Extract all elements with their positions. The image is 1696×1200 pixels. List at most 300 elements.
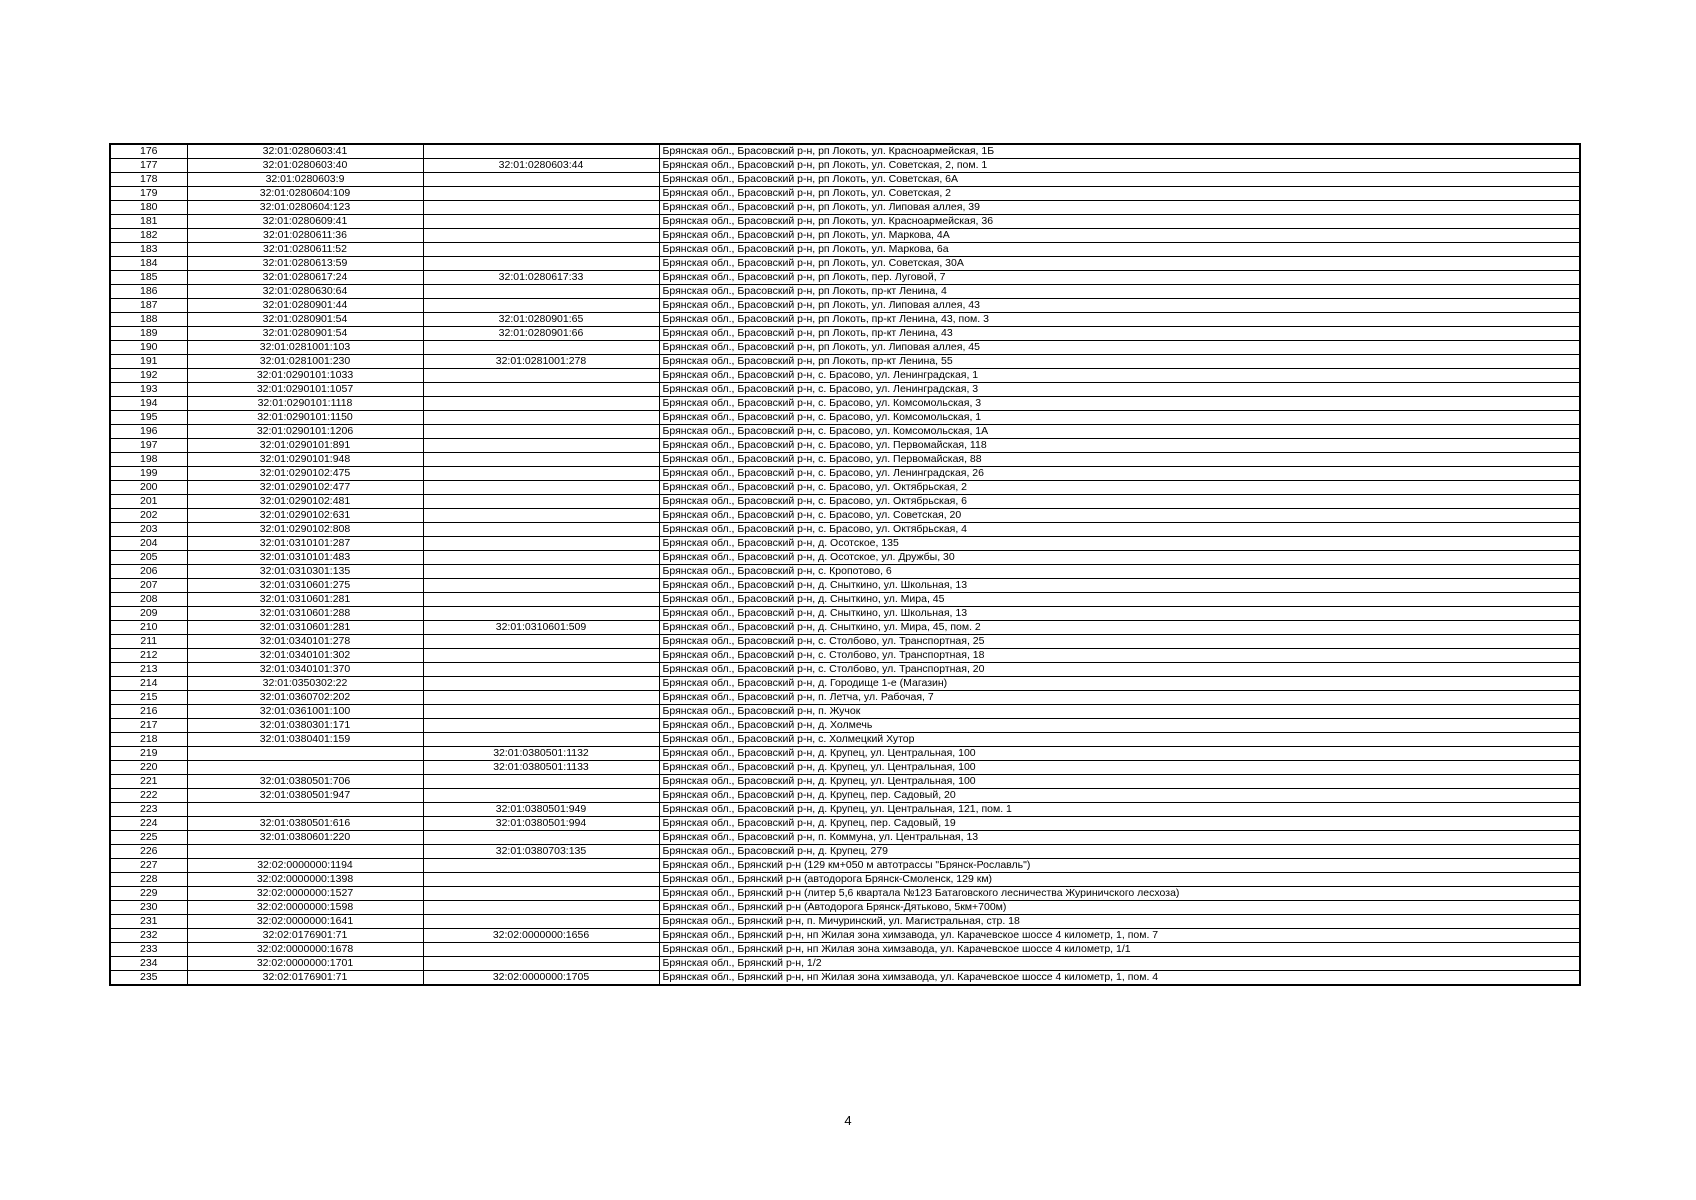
table-row [110,425,1580,439]
related-cadastral-number-cell [423,691,659,705]
related-cadastral-number-cell [423,943,659,957]
address-cell: Брянская обл., Брянский р-н, п. Мичуринский, ул. Магистральная, стр. 18 [659,915,1580,929]
table-row [110,257,1580,271]
cadastral-number-cell: 32:01:0310601:275 [187,579,423,593]
table-row [110,537,1580,551]
related-cadastral-number-cell [423,144,659,159]
row-number-cell: 208 [110,593,187,607]
table-row [110,971,1580,986]
related-cadastral-number-cell [423,439,659,453]
cadastral-number-cell [187,845,423,859]
table-row [110,915,1580,929]
cadastral-number-cell: 32:01:0290101:1150 [187,411,423,425]
related-cadastral-number-cell [423,453,659,467]
cadastral-number-cell: 32:01:0340101:278 [187,635,423,649]
related-cadastral-number-cell [423,495,659,509]
address-cell: Брянская обл., Брасовский р-н, с. Брасово, ул. Первомайская, 118 [659,439,1580,453]
related-cadastral-number-cell [423,789,659,803]
row-number-cell: 182 [110,229,187,243]
cadastral-number-cell: 32:01:0380501:616 [187,817,423,831]
row-number-cell: 217 [110,719,187,733]
related-cadastral-number-cell [423,649,659,663]
cadastral-number-cell: 32:01:0290101:1206 [187,425,423,439]
address-cell: Брянская обл., Брасовский р-н, д. Сныткино, ул. Школьная, 13 [659,579,1580,593]
address-cell: Брянская обл., Брянский р-н, нп Жилая зона химзавода, ул. Карачевское шоссе 4 километр, 1, пом. 4 [659,971,1580,986]
table-row [110,803,1580,817]
address-cell: Брянская обл., Брасовский р-н, рп Локоть, ул. Советская, 2, пом. 1 [659,159,1580,173]
related-cadastral-number-cell [423,635,659,649]
table-row [110,593,1580,607]
related-cadastral-number-cell: 32:01:0380501:949 [423,803,659,817]
related-cadastral-number-cell [423,733,659,747]
row-number-cell: 210 [110,621,187,635]
cadastral-number-cell: 32:01:0290101:1118 [187,397,423,411]
cadastral-number-cell: 32:01:0290101:1057 [187,383,423,397]
table-row [110,845,1580,859]
row-number-cell: 224 [110,817,187,831]
address-cell: Брянская обл., Брянский р-н, 1/2 [659,957,1580,971]
related-cadastral-number-cell [423,593,659,607]
related-cadastral-number-cell [423,957,659,971]
row-number-cell: 184 [110,257,187,271]
row-number-cell: 198 [110,453,187,467]
table-row [110,144,1580,159]
related-cadastral-number-cell [423,467,659,481]
address-cell: Брянская обл., Брасовский р-н, д. Крупец, ул. Центральная, 100 [659,747,1580,761]
cadastral-number-cell: 32:01:0310601:288 [187,607,423,621]
address-cell: Брянская обл., Брасовский р-н, с. Брасово, ул. Комсомольская, 3 [659,397,1580,411]
table-row [110,467,1580,481]
row-number-cell: 223 [110,803,187,817]
address-cell: Брянская обл., Брасовский р-н, рп Локоть, пр-кт Ленина, 43 [659,327,1580,341]
related-cadastral-number-cell [423,243,659,257]
cadastral-number-cell: 32:01:0281001:103 [187,341,423,355]
registry-table [109,143,1581,986]
related-cadastral-number-cell: 32:01:0281001:278 [423,355,659,369]
table-row [110,481,1580,495]
related-cadastral-number-cell [423,677,659,691]
table-row [110,327,1580,341]
address-cell: Брянская обл., Брасовский р-н, с. Брасово, ул. Комсомольская, 1 [659,411,1580,425]
related-cadastral-number-cell [423,887,659,901]
table-row [110,523,1580,537]
related-cadastral-number-cell: 32:02:0000000:1705 [423,971,659,986]
cadastral-number-cell: 32:01:0280609:41 [187,215,423,229]
related-cadastral-number-cell [423,523,659,537]
address-cell: Брянская обл., Брасовский р-н, д. Крупец, ул. Центральная, 121, пом. 1 [659,803,1580,817]
related-cadastral-number-cell [423,215,659,229]
related-cadastral-number-cell [423,257,659,271]
address-cell: Брянская обл., Брасовский р-н, рп Локоть, ул. Красноармейская, 36 [659,215,1580,229]
table-row [110,173,1580,187]
address-cell: Брянская обл., Брасовский р-н, рп Локоть, ул. Советская, 6А [659,173,1580,187]
row-number-cell: 211 [110,635,187,649]
cadastral-number-cell [187,747,423,761]
cadastral-number-cell: 32:01:0310301:135 [187,565,423,579]
row-number-cell: 187 [110,299,187,313]
table-row [110,677,1580,691]
table-row [110,355,1580,369]
row-number-cell: 232 [110,929,187,943]
table-row [110,733,1580,747]
table-row [110,817,1580,831]
address-cell: Брянская обл., Брасовский р-н, п. Летча, ул. Рабочая, 7 [659,691,1580,705]
related-cadastral-number-cell: 32:01:0280901:65 [423,313,659,327]
related-cadastral-number-cell [423,173,659,187]
table-row [110,761,1580,775]
related-cadastral-number-cell [423,873,659,887]
page-number: 4 [844,1113,852,1128]
cadastral-number-cell: 32:01:0280603:41 [187,144,423,159]
table-row [110,159,1580,173]
table-row [110,943,1580,957]
related-cadastral-number-cell [423,607,659,621]
address-cell: Брянская обл., Брасовский р-н, д. Крупец, ул. Центральная, 100 [659,761,1580,775]
row-number-cell: 205 [110,551,187,565]
address-cell: Брянская обл., Брасовский р-н, с. Брасово, ул. Ленинградская, 3 [659,383,1580,397]
cadastral-number-cell: 32:01:0290102:808 [187,523,423,537]
address-cell: Брянская обл., Брасовский р-н, рп Локоть, ул. Липовая аллея, 45 [659,341,1580,355]
row-number-cell: 192 [110,369,187,383]
cadastral-number-cell: 32:02:0000000:1678 [187,943,423,957]
address-cell: Брянская обл., Брасовский р-н, д. Осотское, 135 [659,537,1580,551]
row-number-cell: 200 [110,481,187,495]
address-cell: Брянская обл., Брасовский р-н, с. Столбово, ул. Транспортная, 20 [659,663,1580,677]
cadastral-number-cell: 32:01:0290101:948 [187,453,423,467]
cadastral-number-cell: 32:01:0380401:159 [187,733,423,747]
registry-body [110,144,1580,985]
related-cadastral-number-cell [423,383,659,397]
row-number-cell: 179 [110,187,187,201]
table-row [110,453,1580,467]
table-row [110,565,1580,579]
related-cadastral-number-cell: 32:02:0000000:1656 [423,929,659,943]
related-cadastral-number-cell [423,663,659,677]
cadastral-number-cell: 32:02:0000000:1701 [187,957,423,971]
related-cadastral-number-cell [423,425,659,439]
row-number-cell: 213 [110,663,187,677]
cadastral-number-cell: 32:01:0380501:706 [187,775,423,789]
table-row [110,411,1580,425]
table-row [110,383,1580,397]
address-cell: Брянская обл., Брасовский р-н, рп Локоть, пр-кт Ленина, 55 [659,355,1580,369]
address-cell: Брянская обл., Брасовский р-н, с. Холмецкий Хутор [659,733,1580,747]
row-number-cell: 222 [110,789,187,803]
address-cell: Брянская обл., Брасовский р-н, д. Крупец, пер. Садовый, 19 [659,817,1580,831]
related-cadastral-number-cell [423,229,659,243]
address-cell: Брянская обл., Брянский р-н, нп Жилая зона химзавода, ул. Карачевское шоссе 4 километр, 1, пом. 7 [659,929,1580,943]
cadastral-number-cell [187,761,423,775]
table-row [110,285,1580,299]
cadastral-number-cell: 32:01:0350302:22 [187,677,423,691]
address-cell: Брянская обл., Брасовский р-н, с. Брасово, ул. Октябрьская, 2 [659,481,1580,495]
address-cell: Брянская обл., Брасовский р-н, с. Брасово, ул. Ленинградская, 1 [659,369,1580,383]
row-number-cell: 214 [110,677,187,691]
address-cell: Брянская обл., Брасовский р-н, с. Столбово, ул. Транспортная, 25 [659,635,1580,649]
cadastral-number-cell [187,803,423,817]
cadastral-number-cell: 32:01:0310101:287 [187,537,423,551]
related-cadastral-number-cell: 32:01:0380501:1133 [423,761,659,775]
address-cell: Брянская обл., Брасовский р-н, с. Брасово, ул. Октябрьская, 4 [659,523,1580,537]
address-cell: Брянская обл., Брасовский р-н, с. Брасово, ул. Первомайская, 88 [659,453,1580,467]
address-cell: Брянская обл., Брасовский р-н, рп Локоть, ул. Советская, 30А [659,257,1580,271]
cadastral-number-cell: 32:01:0290101:1033 [187,369,423,383]
address-cell: Брянская обл., Брасовский р-н, д. Крупец, ул. Центральная, 100 [659,775,1580,789]
table-row [110,551,1580,565]
related-cadastral-number-cell [423,187,659,201]
table-row [110,187,1580,201]
row-number-cell: 209 [110,607,187,621]
row-number-cell: 216 [110,705,187,719]
address-cell: Брянская обл., Брасовский р-н, п. Жучок [659,705,1580,719]
cadastral-number-cell: 32:01:0280604:123 [187,201,423,215]
table-row [110,789,1580,803]
table-row [110,719,1580,733]
cadastral-number-cell: 32:01:0380301:171 [187,719,423,733]
row-number-cell: 230 [110,901,187,915]
row-number-cell: 190 [110,341,187,355]
related-cadastral-number-cell [423,537,659,551]
row-number-cell: 233 [110,943,187,957]
row-number-cell: 197 [110,439,187,453]
row-number-cell: 215 [110,691,187,705]
table-row [110,439,1580,453]
table-row [110,215,1580,229]
row-number-cell: 194 [110,397,187,411]
address-cell: Брянская обл., Брянский р-н, нп Жилая зона химзавода, ул. Карачевское шоссе 4 километр, 1/1 [659,943,1580,957]
address-cell: Брянская обл., Брасовский р-н, д. Сныткино, ул. Мира, 45 [659,593,1580,607]
row-number-cell: 180 [110,201,187,215]
cadastral-number-cell: 32:01:0280901:54 [187,327,423,341]
address-cell: Брянская обл., Брасовский р-н, п. Коммуна, ул. Центральная, 13 [659,831,1580,845]
row-number-cell: 181 [110,215,187,229]
cadastral-number-cell: 32:01:0290102:631 [187,509,423,523]
table-row [110,775,1580,789]
cadastral-number-cell: 32:02:0000000:1598 [187,901,423,915]
cadastral-number-cell: 32:01:0280901:54 [187,313,423,327]
cadastral-number-cell: 32:01:0280611:36 [187,229,423,243]
address-cell: Брянская обл., Брасовский р-н, д. Сныткино, ул. Мира, 45, пом. 2 [659,621,1580,635]
row-number-cell: 226 [110,845,187,859]
cadastral-number-cell: 32:01:0280901:44 [187,299,423,313]
row-number-cell: 219 [110,747,187,761]
related-cadastral-number-cell [423,201,659,215]
address-cell: Брянская обл., Брасовский р-н, рп Локоть, пер. Луговой, 7 [659,271,1580,285]
address-cell: Брянская обл., Брянский р-н (129 км+050 м автотрассы "Брянск-Рославль") [659,859,1580,873]
table-row [110,243,1580,257]
address-cell: Брянская обл., Брасовский р-н, д. Крупец, 279 [659,845,1580,859]
table-row [110,299,1580,313]
row-number-cell: 185 [110,271,187,285]
row-number-cell: 193 [110,383,187,397]
row-number-cell: 176 [110,144,187,159]
table-row [110,271,1580,285]
row-number-cell: 189 [110,327,187,341]
cadastral-number-cell: 32:01:0380501:947 [187,789,423,803]
related-cadastral-number-cell [423,565,659,579]
cadastral-number-cell: 32:02:0000000:1398 [187,873,423,887]
related-cadastral-number-cell [423,775,659,789]
row-number-cell: 186 [110,285,187,299]
row-number-cell: 207 [110,579,187,593]
table-row [110,635,1580,649]
cadastral-number-cell: 32:01:0280630:64 [187,285,423,299]
related-cadastral-number-cell [423,705,659,719]
address-cell: Брянская обл., Брасовский р-н, с. Брасово, ул. Комсомольская, 1А [659,425,1580,439]
related-cadastral-number-cell [423,859,659,873]
table-row [110,607,1580,621]
address-cell: Брянская обл., Брасовский р-н, рп Локоть, ул. Красноармейская, 1Б [659,144,1580,159]
related-cadastral-number-cell [423,481,659,495]
row-number-cell: 231 [110,915,187,929]
cadastral-number-cell: 32:01:0380601:220 [187,831,423,845]
address-cell: Брянская обл., Брасовский р-н, д. Холмечь [659,719,1580,733]
cadastral-number-cell: 32:01:0310601:281 [187,621,423,635]
related-cadastral-number-cell [423,397,659,411]
table-row [110,747,1580,761]
address-cell: Брянская обл., Брасовский р-н, д. Городище 1-е (Магазин) [659,677,1580,691]
table-row [110,873,1580,887]
address-cell: Брянская обл., Брасовский р-н, рп Локоть, ул. Советская, 2 [659,187,1580,201]
related-cadastral-number-cell [423,831,659,845]
table-row [110,313,1580,327]
row-number-cell: 178 [110,173,187,187]
address-cell: Брянская обл., Брасовский р-н, д. Крупец, пер. Садовый, 20 [659,789,1580,803]
cadastral-number-cell: 32:01:0280617:24 [187,271,423,285]
cadastral-number-cell: 32:02:0000000:1641 [187,915,423,929]
address-cell: Брянская обл., Брасовский р-н, рп Локоть, ул. Липовая аллея, 39 [659,201,1580,215]
related-cadastral-number-cell: 32:01:0380501:994 [423,817,659,831]
row-number-cell: 204 [110,537,187,551]
row-number-cell: 225 [110,831,187,845]
related-cadastral-number-cell: 32:01:0310601:509 [423,621,659,635]
cadastral-number-cell: 32:01:0290102:475 [187,467,423,481]
row-number-cell: 195 [110,411,187,425]
table-row [110,579,1580,593]
cadastral-number-cell: 32:01:0290102:481 [187,495,423,509]
address-cell: Брянская обл., Брасовский р-н, рп Локоть, ул. Липовая аллея, 43 [659,299,1580,313]
cadastral-number-cell: 32:01:0310601:281 [187,593,423,607]
cadastral-number-cell: 32:01:0290101:891 [187,439,423,453]
row-number-cell: 199 [110,467,187,481]
row-number-cell: 212 [110,649,187,663]
related-cadastral-number-cell: 32:01:0380703:135 [423,845,659,859]
table-row [110,831,1580,845]
cadastral-number-cell: 32:01:0340101:370 [187,663,423,677]
cadastral-number-cell: 32:01:0361001:100 [187,705,423,719]
cadastral-number-cell: 32:01:0290102:477 [187,481,423,495]
cadastral-number-cell: 32:01:0340101:302 [187,649,423,663]
table-row [110,649,1580,663]
related-cadastral-number-cell: 32:01:0280603:44 [423,159,659,173]
row-number-cell: 203 [110,523,187,537]
row-number-cell: 206 [110,565,187,579]
related-cadastral-number-cell [423,369,659,383]
related-cadastral-number-cell: 32:01:0280617:33 [423,271,659,285]
cadastral-number-cell: 32:01:0280611:52 [187,243,423,257]
related-cadastral-number-cell: 32:01:0380501:1132 [423,747,659,761]
cadastral-number-cell: 32:02:0176901:71 [187,971,423,986]
table-row [110,929,1580,943]
cadastral-number-cell: 32:01:0280604:109 [187,187,423,201]
table-row [110,859,1580,873]
row-number-cell: 202 [110,509,187,523]
address-cell: Брянская обл., Брасовский р-н, с. Кропотово, 6 [659,565,1580,579]
table-row [110,229,1580,243]
row-number-cell: 177 [110,159,187,173]
related-cadastral-number-cell [423,341,659,355]
cadastral-number-cell: 32:01:0280603:40 [187,159,423,173]
cadastral-number-cell: 32:01:0280603:9 [187,173,423,187]
row-number-cell: 183 [110,243,187,257]
table-row [110,495,1580,509]
cadastral-number-cell: 32:02:0000000:1527 [187,887,423,901]
row-number-cell: 221 [110,775,187,789]
row-number-cell: 188 [110,313,187,327]
row-number-cell: 196 [110,425,187,439]
related-cadastral-number-cell [423,901,659,915]
table-row [110,957,1580,971]
table-row [110,705,1580,719]
address-cell: Брянская обл., Брасовский р-н, рп Локоть, ул. Маркова, 4А [659,229,1580,243]
table-row [110,663,1580,677]
row-number-cell: 234 [110,957,187,971]
row-number-cell: 229 [110,887,187,901]
address-cell: Брянская обл., Брасовский р-н, рп Локоть, пр-кт Ленина, 4 [659,285,1580,299]
related-cadastral-number-cell [423,579,659,593]
address-cell: Брянская обл., Брасовский р-н, рп Локоть, пр-кт Ленина, 43, пом. 3 [659,313,1580,327]
address-cell: Брянская обл., Брянский р-н (литер 5,6 квартала №123 Батаговского лесничества Журиничского лесхоза) [659,887,1580,901]
row-number-cell: 201 [110,495,187,509]
address-cell: Брянская обл., Брянский р-н (автодорога Брянск-Смоленск, 129 км) [659,873,1580,887]
table-row [110,901,1580,915]
related-cadastral-number-cell [423,915,659,929]
row-number-cell: 191 [110,355,187,369]
address-cell: Брянская обл., Брасовский р-н, рп Локоть, ул. Маркова, 6а [659,243,1580,257]
address-cell: Брянская обл., Брасовский р-н, д. Сныткино, ул. Школьная, 13 [659,607,1580,621]
table-row [110,691,1580,705]
related-cadastral-number-cell [423,285,659,299]
table-row [110,369,1580,383]
table-row [110,201,1580,215]
table-row [110,621,1580,635]
table-row [110,341,1580,355]
row-number-cell: 218 [110,733,187,747]
related-cadastral-number-cell [423,299,659,313]
cadastral-number-cell: 32:01:0280613:59 [187,257,423,271]
address-cell: Брянская обл., Брасовский р-н, с. Брасово, ул. Ленинградская, 26 [659,467,1580,481]
row-number-cell: 227 [110,859,187,873]
row-number-cell: 220 [110,761,187,775]
address-cell: Брянская обл., Брасовский р-н, с. Столбово, ул. Транспортная, 18 [659,649,1580,663]
related-cadastral-number-cell [423,411,659,425]
related-cadastral-number-cell: 32:01:0280901:66 [423,327,659,341]
cadastral-number-cell: 32:01:0281001:230 [187,355,423,369]
cadastral-number-cell: 32:02:0000000:1194 [187,859,423,873]
address-cell: Брянская обл., Брянский р-н (Автодорога Брянск-Дятьково, 5км+700м) [659,901,1580,915]
table-row [110,509,1580,523]
cadastral-number-cell: 32:01:0360702:202 [187,691,423,705]
table-row [110,887,1580,901]
cadastral-number-cell: 32:01:0310101:483 [187,551,423,565]
address-cell: Брянская обл., Брасовский р-н, с. Брасово, ул. Октябрьская, 6 [659,495,1580,509]
address-cell: Брянская обл., Брасовский р-н, с. Брасово, ул. Советская, 20 [659,509,1580,523]
row-number-cell: 228 [110,873,187,887]
table-row [110,397,1580,411]
related-cadastral-number-cell [423,719,659,733]
related-cadastral-number-cell [423,509,659,523]
cadastral-number-cell: 32:02:0176901:71 [187,929,423,943]
